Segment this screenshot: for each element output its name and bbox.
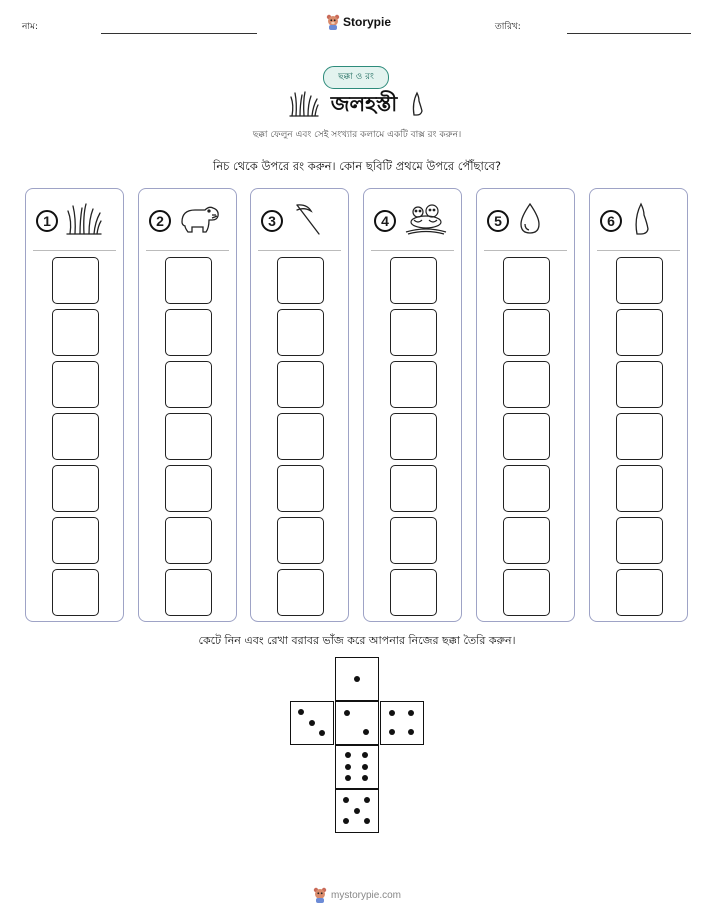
color-box[interactable] [52, 309, 99, 356]
color-box[interactable] [390, 361, 437, 408]
die-pip [363, 729, 369, 735]
column-4 [363, 188, 462, 622]
color-box[interactable] [52, 413, 99, 460]
color-box[interactable] [616, 465, 663, 512]
die-pip [362, 775, 368, 781]
die-pip [344, 710, 350, 716]
die-pip [364, 818, 370, 824]
color-box[interactable] [616, 361, 663, 408]
color-box[interactable] [277, 413, 324, 460]
color-box[interactable] [390, 257, 437, 304]
column-number: 4 [374, 210, 396, 232]
column-header [261, 201, 342, 241]
column-2 [138, 188, 237, 622]
question: নিচ থেকে উপরে রং করুন। কোন ছবিটি প্রথমে উপরে পৌঁছাবে? [213, 159, 501, 173]
column-5 [476, 188, 575, 622]
die-face-2 [335, 701, 379, 745]
hippo-icon [179, 202, 221, 240]
die-pip [389, 710, 395, 716]
die-face-6 [335, 745, 379, 789]
die-pip [354, 676, 360, 682]
hippo-family-icon [404, 202, 448, 240]
date-label: তারিখ: [495, 22, 521, 32]
column-divider [33, 250, 116, 251]
bear-mascot-icon [326, 14, 340, 30]
color-box[interactable] [390, 413, 437, 460]
color-box[interactable] [503, 517, 550, 564]
grass-icon [66, 203, 102, 239]
color-box[interactable] [165, 413, 212, 460]
die-pip [345, 764, 351, 770]
color-box[interactable] [390, 569, 437, 616]
column-header [600, 201, 681, 241]
die-pip [343, 818, 349, 824]
color-box[interactable] [165, 465, 212, 512]
brand-logo [326, 14, 391, 30]
water-drop-icon [517, 202, 543, 240]
die-pip [408, 729, 414, 735]
die-pip [364, 797, 370, 803]
date-field[interactable] [567, 33, 691, 34]
name-label: নাম: [22, 22, 39, 32]
footer-url: mystorypie.com [330, 889, 401, 901]
column-header [487, 201, 568, 241]
scythe-icon [291, 202, 323, 240]
subtitle: ছক্কা ফেলুন এবং সেই সংখ্যার কলামে একটি বাক্স রং করুন। [252, 130, 462, 140]
color-box[interactable] [277, 257, 324, 304]
column-number: 3 [261, 210, 283, 232]
die-pip [345, 752, 351, 758]
color-box[interactable] [165, 309, 212, 356]
tusk-icon [409, 91, 425, 121]
die-pip [362, 752, 368, 758]
page-title: জলহস্তী [330, 92, 398, 116]
bear-mascot-icon [313, 887, 327, 903]
color-box[interactable] [616, 257, 663, 304]
color-box[interactable] [52, 257, 99, 304]
column-divider [371, 250, 454, 251]
die-pip [298, 709, 304, 715]
column-number: 1 [36, 210, 58, 232]
color-box[interactable] [165, 517, 212, 564]
color-box[interactable] [503, 465, 550, 512]
die-pip [408, 710, 414, 716]
color-box[interactable] [390, 309, 437, 356]
color-box[interactable] [165, 361, 212, 408]
column-header [36, 201, 117, 241]
color-box[interactable] [277, 569, 324, 616]
color-box[interactable] [503, 361, 550, 408]
color-box[interactable] [52, 517, 99, 564]
color-box[interactable] [52, 465, 99, 512]
die-pip [343, 797, 349, 803]
column-6 [589, 188, 688, 622]
color-box[interactable] [503, 309, 550, 356]
die-face-1 [335, 657, 379, 701]
die-pip [362, 764, 368, 770]
instruction: কেটে নিন এবং রেখা বরাবর ভাঁজ করে আপনার নিজের ছক্কা তৈরি করুন। [198, 634, 516, 647]
name-field[interactable] [101, 33, 257, 34]
column-header [149, 201, 230, 241]
column-number: 6 [600, 210, 622, 232]
die-pip [389, 729, 395, 735]
color-box[interactable] [503, 257, 550, 304]
die-face-4 [380, 701, 424, 745]
die-pip [345, 775, 351, 781]
color-box[interactable] [165, 569, 212, 616]
grass-icon [289, 91, 319, 121]
die-face-3 [290, 701, 334, 745]
color-box[interactable] [503, 569, 550, 616]
activity-tag: ছক্কা ও রং [323, 66, 389, 89]
column-divider [258, 250, 341, 251]
color-box[interactable] [165, 257, 212, 304]
color-box[interactable] [390, 465, 437, 512]
column-3 [250, 188, 349, 622]
color-box[interactable] [52, 361, 99, 408]
color-box[interactable] [277, 465, 324, 512]
column-header [374, 201, 455, 241]
column-number: 5 [487, 210, 509, 232]
column-number: 2 [149, 210, 171, 232]
column-divider [146, 250, 229, 251]
color-box[interactable] [277, 517, 324, 564]
column-divider [597, 250, 680, 251]
die-pip [354, 808, 360, 814]
color-box[interactable] [277, 361, 324, 408]
color-box[interactable] [503, 413, 550, 460]
color-box[interactable] [616, 569, 663, 616]
column-1 [25, 188, 124, 622]
color-box[interactable] [616, 517, 663, 564]
die-pip [319, 730, 325, 736]
color-box[interactable] [616, 309, 663, 356]
color-box[interactable] [52, 569, 99, 616]
column-divider [484, 250, 567, 251]
tusk-icon [630, 202, 652, 240]
footer [0, 887, 714, 903]
color-box[interactable] [390, 517, 437, 564]
die-pip [309, 720, 315, 726]
color-box[interactable] [616, 413, 663, 460]
brand-name: Storypie [343, 15, 392, 29]
die-face-5 [335, 789, 379, 833]
color-box[interactable] [277, 309, 324, 356]
